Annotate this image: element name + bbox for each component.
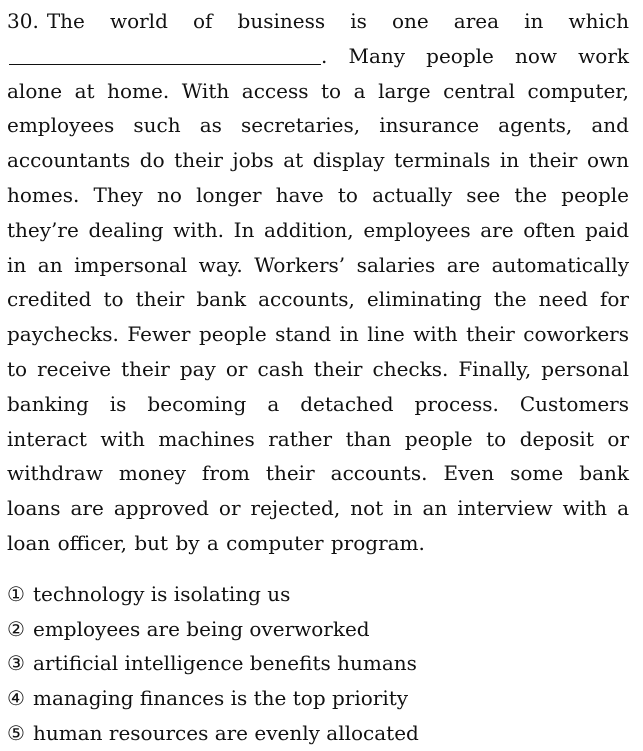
option-1[interactable] [7, 577, 629, 612]
option-text: technology is isolating us [33, 581, 291, 606]
option-5[interactable] [7, 716, 629, 751]
option-marker: ② [7, 616, 25, 641]
option-text: human resources are evenly allocated [33, 720, 419, 745]
option-marker: ③ [7, 651, 25, 676]
question-number: 30. [7, 9, 39, 33]
passage-text-after-blank: . Many people now work alone at home. With access to a large central computer, employees such as secretaries, insurance agents, and accountants do their jobs at display terminals in their own homes. They no longer have to actually see the people they’re dealing with. In addition, employees are often paid in an impersonal way. Workers’ salaries are automatically credited to their bank accounts, eliminating the need for paychecks. Fewer people stand in line with their coworkers to receive their pay or cash their checks. Finally, personal banking is becoming a detached process. Customers interact with machines rather than people to deposit or withdraw money from their accounts. Even some bank loans are approved or rejected, not in an interview with a loan officer, but by a computer program. [7, 43, 629, 555]
option-3[interactable] [7, 646, 629, 681]
option-2[interactable] [7, 612, 629, 647]
option-text: managing finances is the top priority [33, 686, 409, 711]
option-text: artificial intelligence benefits humans [33, 651, 417, 676]
option-4[interactable] [7, 681, 629, 716]
passage-text-before-blank: The world of business is one area in which [46, 9, 629, 33]
option-text: employees are being overworked [33, 616, 370, 641]
answer-options [7, 577, 629, 751]
option-marker: ⑤ [7, 720, 25, 745]
answer-blank [9, 44, 321, 65]
option-marker: ④ [7, 686, 25, 711]
option-marker: ① [7, 581, 25, 606]
question-passage [7, 4, 629, 561]
